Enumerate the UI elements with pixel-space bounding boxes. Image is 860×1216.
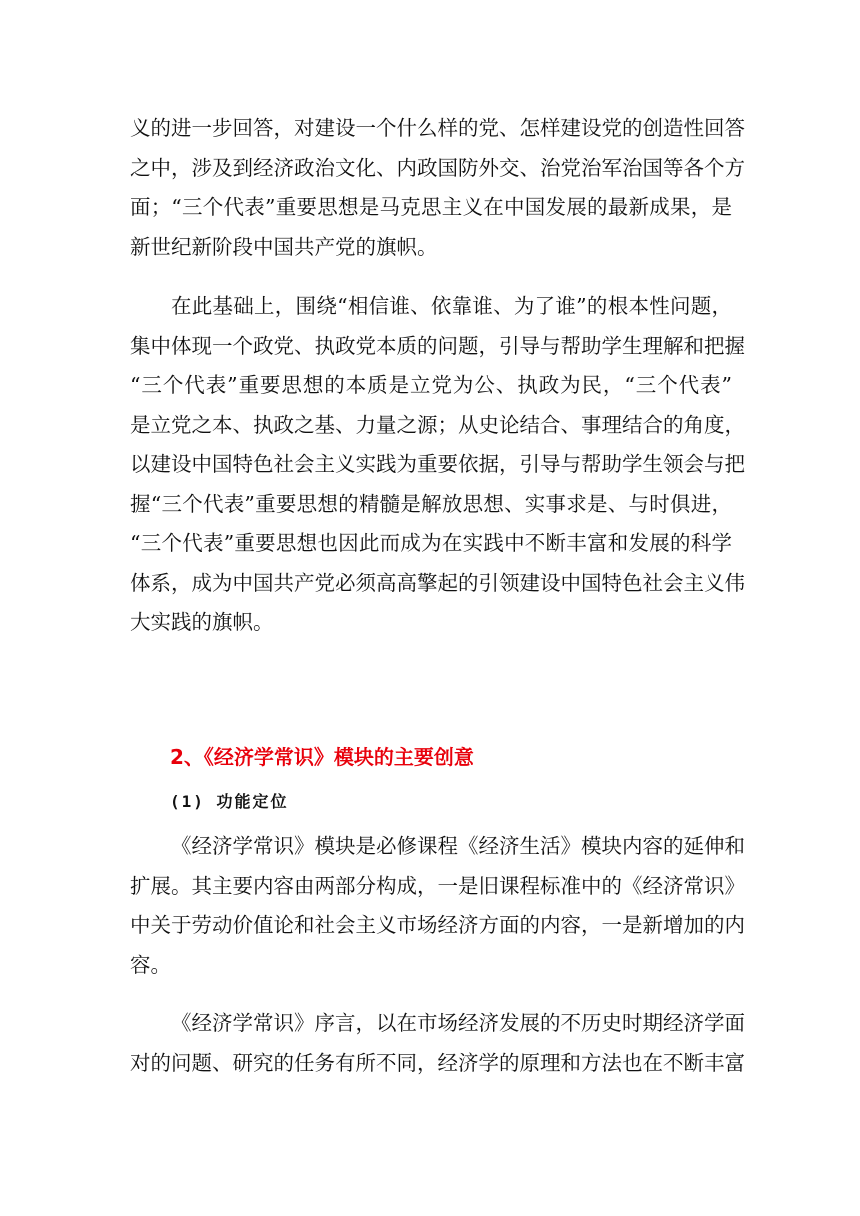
paragraph-line: 义的进一步回答，对建设一个什么样的党、怎样建设党的创造性回答 bbox=[130, 116, 745, 140]
paragraph-line: 大实践的旗帜。 bbox=[130, 610, 274, 634]
paragraph-4 bbox=[130, 1004, 745, 1083]
paragraph-line: 以建设中国特色社会主义实践为重要依据，引导与帮助学生领会与把 bbox=[130, 452, 745, 476]
paragraph-3 bbox=[130, 827, 745, 985]
paragraph-line: 在此基础上，围绕“相信谁、依靠谁、为了谁”的根本性问题， bbox=[171, 294, 732, 318]
paragraph-line: 面；“三个代表”重要思想是马克思主义在中国发展的最新成果，是 bbox=[130, 195, 732, 219]
section-heading: 2、《经济学常识》模块的主要创意 bbox=[170, 745, 474, 769]
paragraph-line: 对的问题、研究的任务有所不同，经济学的原理和方法也在不断丰富 bbox=[130, 1050, 745, 1075]
paragraph-line: 集中体现一个政党、执政党本质的问题，引导与帮助学生理解和把握 bbox=[130, 333, 745, 358]
paragraph-line: 握“三个代表”重要思想的精髓是解放思想、实事求是、与时俱进， bbox=[130, 491, 732, 516]
paragraph-line: 是立党之本、执政之基、力量之源；从史论结合、事理结合的角度， bbox=[130, 412, 745, 437]
paragraph-line: 扩展。其主要内容由两部分构成，一是旧课程标准中的《经济常识》 bbox=[130, 873, 745, 898]
paragraph-line: 《经济学常识》序言，以在市场经济发展的不历史时期经济学面 bbox=[171, 1011, 745, 1035]
paragraph-line: 容。 bbox=[130, 952, 171, 977]
paragraph-line: 体系，成为中国共产党必须高高擎起的引领建设中国特色社会主义伟 bbox=[130, 570, 745, 595]
paragraph-line: “三个代表”重要思想的本质是立党为公、执政为民，“三个代表” bbox=[130, 373, 732, 397]
paragraph-1 bbox=[130, 109, 745, 267]
subsection-heading: (1) 功能定位 bbox=[170, 792, 289, 811]
paragraph-2 bbox=[130, 287, 745, 643]
paragraph-line: 《经济学常识》模块是必修课程《经济生活》模块内容的延伸和 bbox=[171, 834, 745, 858]
paragraph-line: 之中，涉及到经济政治文化、内政国防外交、治党治军治国等各个方 bbox=[130, 155, 745, 180]
paragraph-line: 新世纪新阶段中国共产党的旗帜。 bbox=[130, 234, 438, 259]
paragraph-line: 中关于劳动价值论和社会主义市场经济方面的内容，一是新增加的内 bbox=[130, 913, 745, 937]
paragraph-line: “三个代表”重要思想也因此而成为在实践中不断丰富和发展的科学 bbox=[130, 531, 732, 555]
